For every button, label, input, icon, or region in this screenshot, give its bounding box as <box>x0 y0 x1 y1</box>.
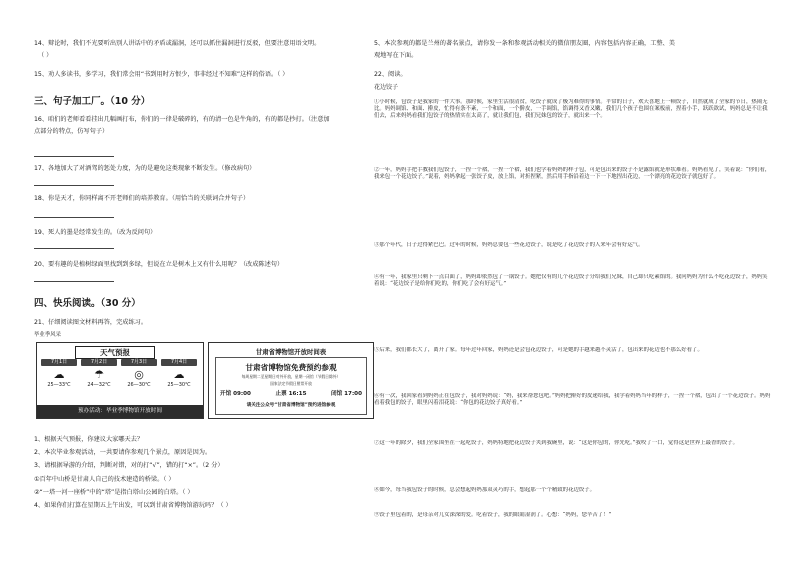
weather-temp: 24—32℃ <box>87 382 111 388</box>
story-paragraph-1: ①小时候，包饺子是我家的一件大事。那时候，家里生活很清贫，吃饺子就成了极为难得的事情。平常的日子，欢天喜地上一顿饺子，自然就成了全家的节日，热闹无比。妈妈调馅、和面、擀皮，忙得有条不紊，一个和面，一个擀皮，一手调馅，馅调得又香又嫩，我们几个孩子也围在案板前，捏着小手，跃跃欲试，妈妈总是不让我们去，后来妈妈看我们包饺子的热情实在太高了，就让我们包，我们兄妹包的饺子，就出来一个。 <box>374 99 768 120</box>
weather-date: 7月4日 <box>161 359 197 366</box>
museum-note: 请关注公众号“甘肃省博物馆”预约进馆参观 <box>246 403 336 408</box>
typhoon-icon: ◎ <box>134 367 144 381</box>
story-paragraph-6: ⑥有一次，我回家看到妈妈正在包饺子，我对妈妈说：“妈，我来帮您包吧。”妈妈把擀好的皮递给我，我学着妈妈当年的样子，一捏一个褶，包出了一个花边饺子。妈妈看着我包的饺子，眼里闪着泪花说：“你包的花边饺子真好看。” <box>374 393 771 407</box>
section-4-title: 四、快乐阅读。（30 分） <box>34 298 141 309</box>
answer-line-17 <box>34 185 114 186</box>
section-3-title: 三、句子加工厂。（10 分） <box>34 96 151 107</box>
question-15: 15、劝人多读书，多学习，我们常会用“书到用时方恨少，事非经过不知难”这样的俗语。（ ） <box>34 71 289 78</box>
question-21-3b: ②“一塔一河一座桥”中的“塔”是指白塔山公园的白塔。（ ） <box>34 489 194 496</box>
weather-temp: 26—30℃ <box>127 382 151 388</box>
answer-line-20 <box>34 281 114 282</box>
question-14: 14、辩论时，我们不光要听出别人讲话中的矛盾或漏洞，还可以抓住漏洞进行反驳，但要注意用语文明。 <box>34 40 321 47</box>
museum-box <box>215 357 367 415</box>
sun-cloud-icon: ☁ <box>53 367 65 381</box>
question-21-3: 3、请根据导游的介绍，判断对错，对的打“√”，错的打“×”。（2 分） <box>34 462 224 469</box>
close-time: 闭馆 17:00 <box>331 391 362 397</box>
story-paragraph-4: ④有一年，我家里只剩下一点白面了，妈妈却依然包了一锅饺子。她把仅有的几个花边饺子分给我们兄妹，自己却只吃素馅的。我问妈妈为什么不吃花边饺子，妈妈笑着说：“花边饺子是给你们吃的，你们吃了会有好运气。” <box>374 274 768 288</box>
weather-day <box>121 359 157 389</box>
question-21: 21、仔细阅读图文材料再答，完成练习。 <box>34 319 148 326</box>
museum-subtitle-2: 国家法定节假日照常开放 <box>270 381 312 386</box>
weather-footer: 预办活动：毕业季博物馆开放时间 <box>37 405 203 418</box>
question-21-3a: ①百年中山桥是甘肃人自己的技术建造的桥梁。（ ） <box>34 476 175 483</box>
material-label: 毕业季风采 <box>34 332 61 338</box>
weather-day <box>161 359 197 389</box>
story-paragraph-2: ②一年，妈妈手把手教我们包饺子，一捏一个褶，一捏一个褶，我们也学着妈妈的样子包，可是包出来的饺子不是露馅就是形状难看。妈妈看见了，笑着说：“你们看，我来包一个花边饺子。”说着，妈妈拿起一张饺子皮，放上馅，对折捏紧，然后用手指沿着边一下一下地捏出花边，一个漂亮的花边饺子就包好了。 <box>374 167 771 181</box>
question-16: 16、咱们的老师看看挂出几幅画打布，你们的一律是破碎的，有的清一色是牛角的，有的都是抄打。（注意加 <box>34 116 330 123</box>
story-paragraph-5: ⑤后来，我们都长大了，离开了家。每年过年回家，妈妈还是会包花边饺子，可是她的手越来越不灵活了，包出来的花边也不那么好看了。 <box>374 347 703 353</box>
question-16-line2: 点部分的特点，仿写句子） <box>34 128 109 135</box>
museum-title: 甘肃省博物馆免费预约参观 <box>245 363 337 372</box>
story-paragraph-9: ⑨饺子里包着的，是母亲对儿女深深的爱。吃着饺子，我的眼睛湿润了。心想：“妈妈，您辛苦了！” <box>374 512 612 518</box>
question-19: 19、死人的墨是经常发生的。（改为反问句） <box>34 229 157 236</box>
question-17: 17、各地加大了对酒驾的惩处力度，为的是避免这类现象不断发生。（修改病句） <box>34 165 256 172</box>
weather-date: 7月1日 <box>41 359 77 366</box>
answer-line-18 <box>34 217 114 218</box>
weather-title: 天气预报 <box>75 346 155 359</box>
question-5: 5、本次参观的都是兰州的著名景点，请你发一条和参观活动相关的微信朋友圈，内容包括内容正确，工整、美 <box>374 40 675 47</box>
weather-temp: 25—33℃ <box>47 382 71 388</box>
story-paragraph-8: ⑧如今，每当我包饺子的时候，总会想起妈妈那双灵巧的手，想起那一个个精致的花边饺子。 <box>374 487 596 493</box>
museum-header: 甘肃省博物馆开放时间表 <box>255 348 327 356</box>
weather-day <box>81 359 117 389</box>
question-5-line2: 观地写在下面。 <box>374 52 418 59</box>
question-21-2: 2、本次毕业参观活动，一共要请你参观几个景点，原因是因为。 <box>34 449 212 456</box>
question-21-4: 4、如果你们打算在星期五上午出发，可以到甘肃省博物馆游玩吗？（ ） <box>34 502 232 509</box>
story-paragraph-3: ③那个年代，日子过得紧巴巴。过年的时候，妈妈总要包一些花边饺子，说是吃了花边饺子的人来年会有好运气。 <box>374 242 644 248</box>
weather-days <box>41 359 197 389</box>
question-20: 20、要有趣的是植树绿面里找到到多绿，但说在立是树木上又有什么用呢？（改成陈述句） <box>34 261 284 268</box>
weather-date: 7月2日 <box>81 359 117 366</box>
answer-line-19 <box>34 248 114 249</box>
question-14-answer: （ ） <box>38 52 53 59</box>
rain-icon: ☂ <box>94 367 104 381</box>
open-time: 开馆 09:00 <box>220 391 251 397</box>
answer-line-16 <box>34 156 114 157</box>
story-title: 花边饺子 <box>374 84 399 91</box>
question-18: 18、你是天才，你同样离不开老师们的培养教育。（用恰当的关联词合并句子） <box>34 195 250 202</box>
museum-hours-card <box>208 342 374 419</box>
weather-forecast-card <box>36 342 204 419</box>
museum-times <box>220 389 362 397</box>
weather-day <box>41 359 77 389</box>
question-21-1: 1、根据天气预报，你建议大家哪天去？ <box>34 436 144 443</box>
museum-subtitle: 每周星期二至星期日对外开放，星期一闭馆（节假日除外） <box>241 374 341 379</box>
cloud-icon: ☁ <box>173 367 185 381</box>
question-22: 22、阅读。 <box>374 71 407 78</box>
stop-time: 止票 16:15 <box>275 391 307 397</box>
story-paragraph-7: ⑦这一年的除夕，我们全家围坐在一起吃饺子，妈妈特地把花边饺子夹到我碗里，说：“这是你包的，你先吃。”我咬了一口，觉得这是世界上最香的饺子。 <box>374 440 738 446</box>
weather-date: 7月3日 <box>121 359 157 366</box>
weather-temp: 25—30℃ <box>167 382 191 388</box>
